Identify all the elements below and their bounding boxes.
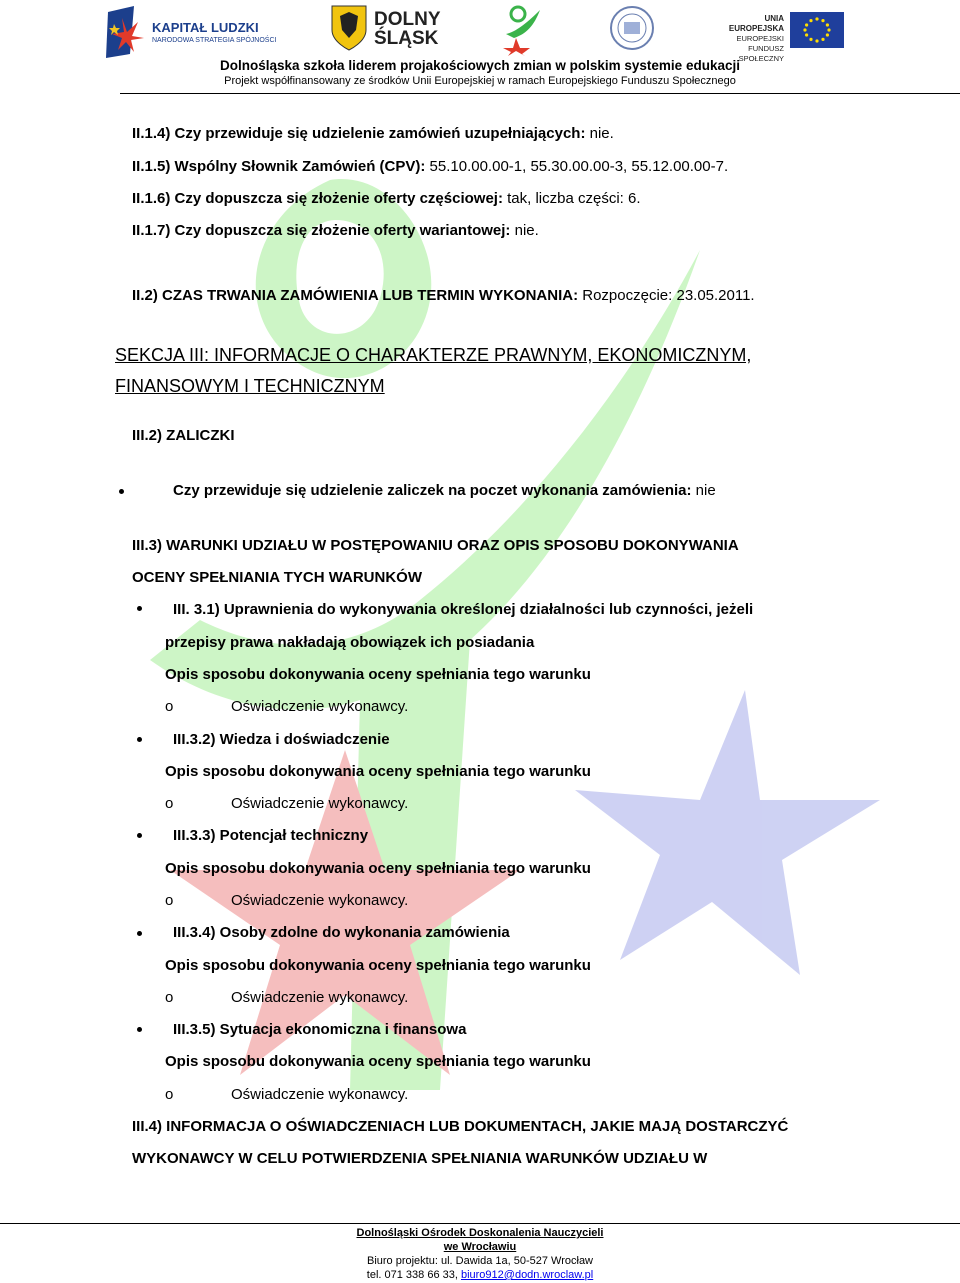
oswiadczenie-text: Oświadczenie wykonawcy.: [231, 892, 409, 909]
bullet: [137, 606, 142, 611]
ue-efs-logo: [712, 4, 852, 63]
heading-iii-2: III.2) ZALICZKI: [132, 427, 235, 444]
heading-iii-4-line2: WYKONAWCY W CELU POTWIERDZENIA SPEŁNIANIA WARUNKÓW UDZIAŁU W: [132, 1150, 708, 1167]
dolny-slask-logo: [330, 4, 460, 60]
iii-2-answer: nie: [691, 482, 716, 499]
eu-flag-icon: [790, 12, 844, 48]
dolny-slask-text: [374, 10, 441, 48]
header-cofinancing-note: Projekt współfinansowany ze środków Unii Europejskiej w ramach Europejskiego Funduszu Społecznego: [224, 75, 736, 87]
iii-2-question: Czy przewiduje się udzielenie zaliczek na poczet wykonania zamówienia:: [173, 482, 692, 499]
oswiadczenie-text: Oświadczenie wykonawcy.: [231, 795, 409, 812]
kapital-ludzki-emblem-icon: [104, 4, 150, 60]
ii-1-6-value: tak, liczba części: 6.: [502, 190, 641, 207]
footer-address: Biuro projektu: ul. Dawida 1a, 50-527 Wrocław: [366, 1255, 594, 1267]
item-iii-3-2: III.3.2) Wiedza i doświadczenie: [173, 731, 390, 748]
ii-1-7-value: nie.: [510, 222, 539, 239]
line-ii-2: [132, 287, 755, 305]
opis-label: Opis sposobu dokonywania oceny spełniania tego warunku: [165, 763, 591, 780]
oswiadczenie-text: Oświadczenie wykonawcy.: [231, 698, 409, 715]
header-divider: [120, 93, 960, 94]
footer-org-name: Dolnośląski Ośrodek Doskonalenia Nauczycieli: [356, 1227, 604, 1239]
kl-subtitle: NARODOWA STRATEGIA SPÓJNOŚCI: [152, 37, 277, 44]
line-ii-1-5: [132, 158, 728, 176]
ii-1-6-label: II.1.6) Czy dopuszcza się złożenie oferty częściowej:: [132, 190, 503, 207]
bullet: [137, 833, 142, 838]
item-iii-3-1-line2: przepisy prawa nakładają obowiązek ich posiadania: [165, 634, 535, 651]
heading-iii-3-line2: OCENY SPEŁNIANIA TYCH WARUNKÓW: [132, 569, 423, 586]
oswiadczenie-text: Oświadczenie wykonawcy.: [231, 989, 409, 1006]
ue-line2: EUROPEJSKI: [736, 34, 784, 43]
kapital-ludzki-logo: [104, 4, 277, 60]
ii-1-5-value: 55.10.00.00-1, 55.30.00.00-3, 55.12.00.00-7.: [425, 158, 729, 175]
ii-1-4-value: nie.: [585, 125, 614, 142]
heading-iii-3-line1: III.3) WARUNKI UDZIAŁU W POSTĘPOWANIU ORAZ OPIS SPOSOBU DOKONYWANIA: [132, 537, 739, 554]
ii-1-4-label: II.1.4) Czy przewiduje się udzielenie zamówień uzupełniających:: [132, 125, 586, 142]
ii-2-label: II.2) CZAS TRWANIA ZAMÓWIENIA LUB TERMIN WYKONANIA:: [132, 287, 579, 304]
ue-line3: FUNDUSZ SPOŁECZNY: [738, 44, 784, 63]
kl-title: KAPITAŁ LUDZKI: [152, 20, 259, 35]
dodn-seal-icon: [608, 4, 656, 52]
section-iii-title-line2: FINANSOWYM I TECHNICZNYM: [115, 376, 385, 396]
bullet: [137, 931, 142, 936]
line-ii-1-4: [132, 125, 614, 143]
ii-2-value: Rozpoczęcie: 23.05.2011.: [578, 287, 755, 304]
ii-1-5-label: II.1.5) Wspólny Słownik Zamówień (CPV):: [132, 158, 426, 175]
footer-org-city: we Wrocławiu: [443, 1241, 517, 1253]
line-ii-1-6: [132, 190, 641, 208]
circle-bullet: o: [165, 892, 174, 909]
footer-phone: tel. 071 338 66 33,: [366, 1269, 461, 1281]
item-iii-3-1-line1: III. 3.1) Uprawnienia do wykonywania określonej działalności lub czynności, jeżeli: [173, 601, 754, 618]
ds-line1: DOLNY: [374, 9, 441, 30]
footer-divider: [0, 1223, 960, 1224]
header-project-title: Dolnośląska szkoła liderem projakościowych zmian w polskim systemie edukacji: [220, 58, 740, 73]
bullet: [137, 737, 142, 742]
opis-label: Opis sposobu dokonywania oceny spełniania tego warunku: [165, 1053, 591, 1070]
line-ii-1-7: [132, 222, 539, 240]
ds-line2: ŚLĄSK: [374, 28, 439, 49]
dolny-slask-crest-icon: [330, 4, 368, 52]
bullet: [137, 1027, 142, 1032]
section-iii-title-line1: SEKCJA III: INFORMACJE O CHARAKTERZE PRAWNYM, EKONOMICZNYM,: [115, 345, 752, 365]
ue-text: [712, 14, 784, 64]
opis-label: Opis sposobu dokonywania oceny spełniania tego warunku: [165, 860, 591, 877]
circle-bullet: o: [165, 989, 174, 1006]
opis-label: Opis sposobu dokonywania oceny spełniania tego warunku: [165, 666, 591, 683]
item-iii-3-5: III.3.5) Sytuacja ekonomiczna i finansowa: [173, 1021, 467, 1038]
item-iii-3-4: III.3.4) Osoby zdolne do wykonania zamówienia: [173, 924, 510, 941]
footer-email-link[interactable]: biuro912@dodn.wroclaw.pl: [460, 1269, 594, 1281]
ii-1-7-label: II.1.7) Czy dopuszcza się złożenie oferty wariantowej:: [132, 222, 511, 239]
project-figure-logo-icon: [500, 4, 546, 56]
page-header: [0, 0, 960, 92]
ue-line1: UNIA EUROPEJSKA: [728, 14, 784, 33]
oswiadczenie-text: Oświadczenie wykonawcy.: [231, 1086, 409, 1103]
item-iii-3-3: III.3.3) Potencjał techniczny: [173, 827, 369, 844]
line-iii-2-question: [173, 482, 716, 500]
bullet: [119, 489, 124, 494]
circle-bullet: o: [165, 698, 174, 715]
heading-iii-4-line1: III.4) INFORMACJA O OŚWIADCZENIACH LUB DOKUMENTACH, JAKIE MAJĄ DOSTARCZYĆ: [132, 1118, 789, 1135]
circle-bullet: o: [165, 795, 174, 812]
footer-contact: [0, 1268, 960, 1282]
opis-label: Opis sposobu dokonywania oceny spełniania tego warunku: [165, 957, 591, 974]
circle-bullet: o: [165, 1086, 174, 1103]
page-footer: [0, 1226, 960, 1282]
